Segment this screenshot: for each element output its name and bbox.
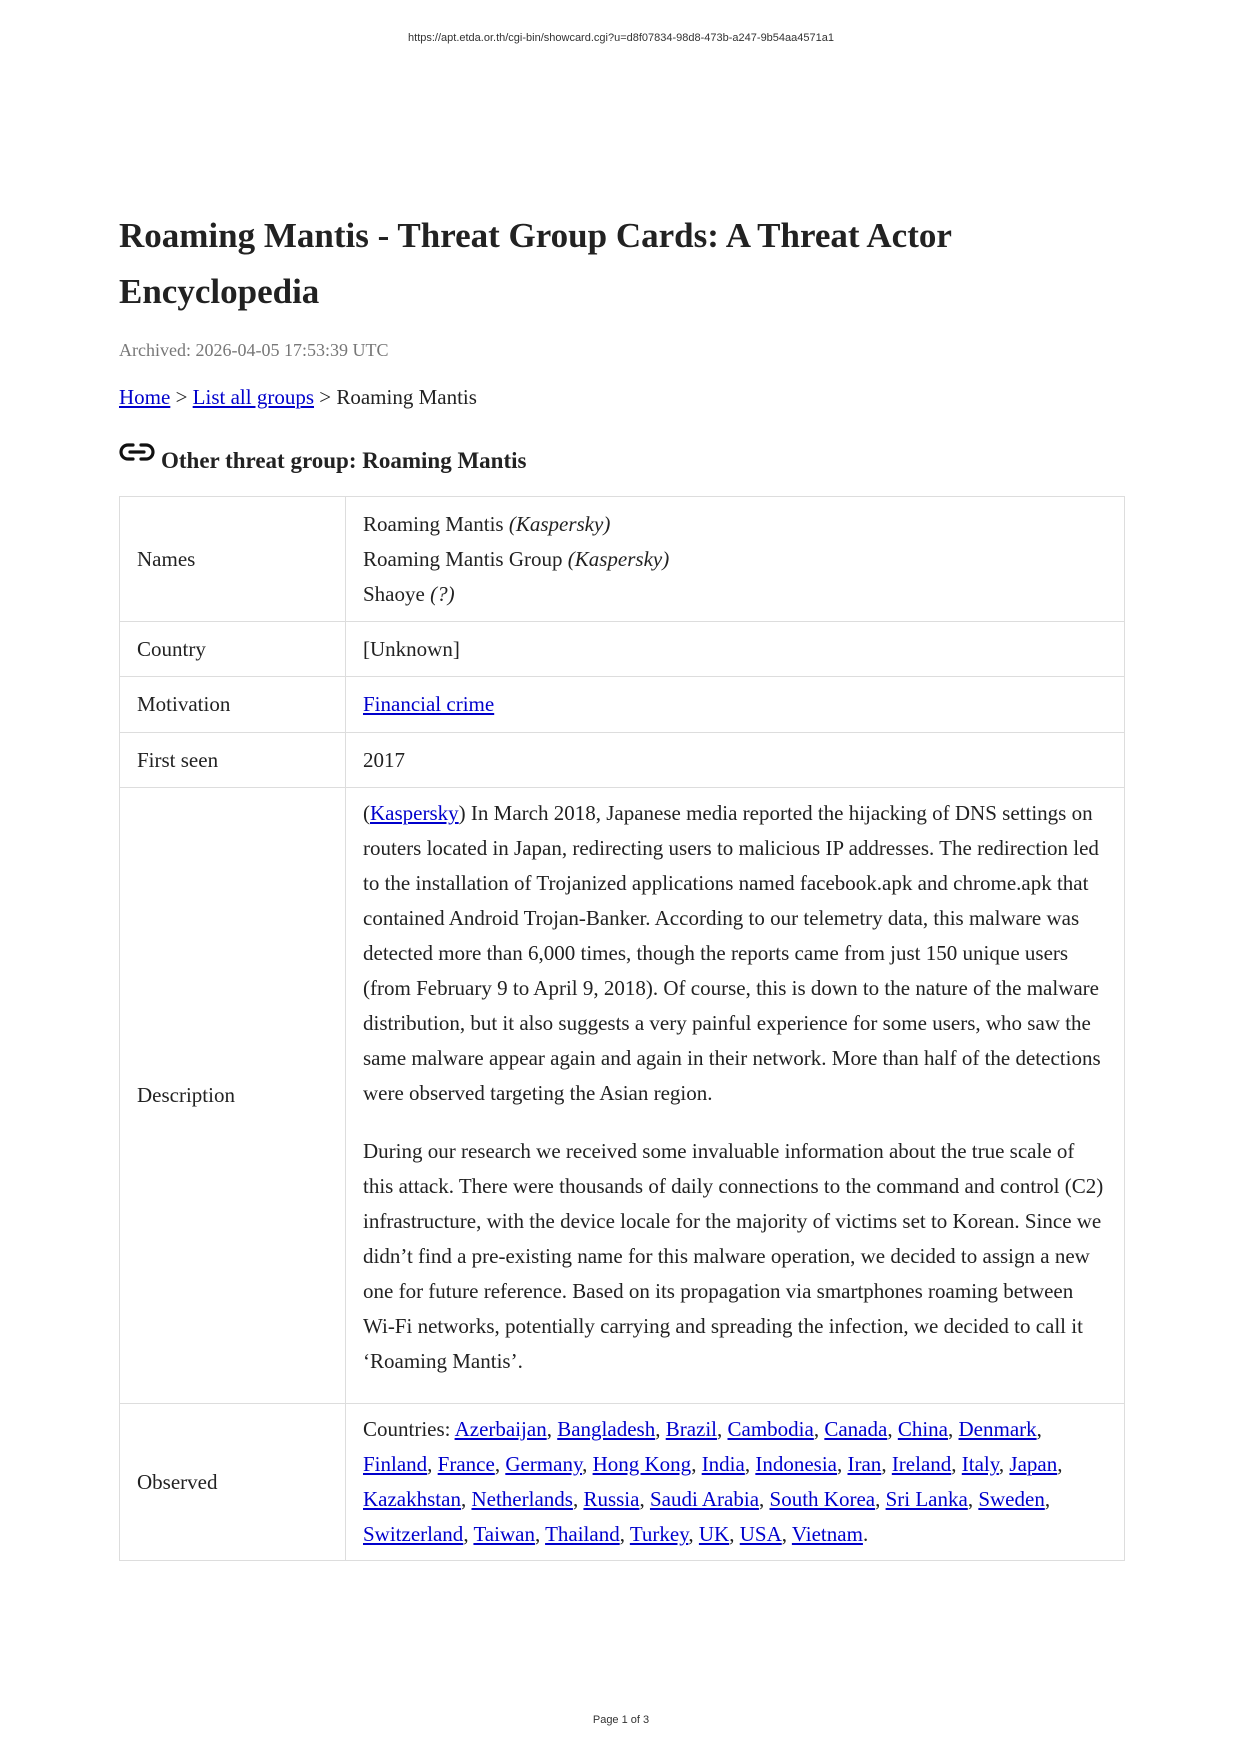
link-icon [119,440,155,464]
name-source: (Kaspersky) [508,511,611,536]
row-label: Observed [120,1404,346,1561]
name-text: Roaming Mantis [363,511,504,536]
country-link[interactable]: France [437,1452,495,1476]
country-link[interactable]: Cambodia [727,1417,814,1441]
table-row-motivation [120,677,1125,733]
name-text: Shaoye [363,581,425,606]
table-row-country [120,622,1125,677]
main-content [119,208,1125,1561]
breadcrumb-home-link[interactable]: Home [119,385,171,409]
country-link[interactable]: Russia [583,1487,640,1511]
country-link[interactable]: Japan [1009,1452,1058,1476]
first-seen-value: 2017 [346,733,1125,788]
country-link[interactable]: Indonesia [755,1452,837,1476]
country-link[interactable]: Hong Kong [592,1452,692,1476]
country-link[interactable]: Kazakhstan [363,1487,461,1511]
table-row-observed [120,1404,1125,1561]
country-link[interactable]: UK [698,1522,730,1546]
page-url: https://apt.etda.or.th/cgi-bin/showcard.cgi?u=d8f07834-98d8-473b-a247-9b54aa4571a1 [408,32,834,44]
observed-cell: Countries: Azerbaijan, Bangladesh, Brazil, Cambodia, Canada, China, Denmark, Finland, France, Germany, Hong Kong, India, Indonesia, Iran, Ireland, Italy, Japan, Kazakhstan, Netherlands, Russia, Saudi Arabia, South Korea, Sri Lanka, Sweden, Switzerland, Taiwan, Thailand, Turkey, UK, USA, Vietnam. [346,1404,1125,1561]
country-value: [Unknown] [346,622,1125,677]
row-label: Names [120,497,346,622]
page-title: Roaming Mantis - Threat Group Cards: A Threat Actor Encyclopedia [119,216,952,311]
country-link[interactable]: Taiwan [473,1522,535,1546]
row-label: Description [120,788,346,1404]
description-paragraph: (Kaspersky) In March 2018, Japanese media reported the hijacking of DNS settings on routers located in Japan, redirecting users to malicious IP addresses. The redirection led to the installation of Trojanized applications named facebook.apk and chrome.apk that contained Android Trojan-Banker. According to our telemetry data, this malware was detected more than 6,000 times, though the reports came from just 150 unique users (from February 9 to April 9, 2018). Of course, this is down to the nature of the malware distribution, but it also suggests a very painful experience for some users, who saw the same malware appear again and again in their network. More than half of the detections were observed targeting the Asian region. [363,801,1101,1105]
country-link[interactable]: Vietnam [791,1522,863,1546]
country-link[interactable]: China [897,1417,948,1441]
country-link[interactable]: Ireland [891,1452,952,1476]
breadcrumb [119,385,1125,410]
description-paragraph: During our research we received some invaluable information about the true scale of this attack. There were thousands of daily connections to the command and control (C2) infrastructure, with the device locale for the majority of victims set to Korean. Since we didn’t find a pre-existing name for this malware operation, we decided to assign a new one for future reference. Based on its propagation via smartphones roaming between Wi-Fi networks, potentially carrying and spreading the infection, we decided to call it ‘Roaming Mantis’. [363,1139,1104,1373]
country-link[interactable]: Italy [961,1452,999,1476]
page-number: Page 1 of 3 [592,1714,650,1726]
breadcrumb-current: Roaming Mantis [336,385,477,409]
country-link[interactable]: Sri Lanka [885,1487,968,1511]
country-link[interactable]: Germany [505,1452,583,1476]
names-cell [346,497,1125,622]
countries-label: Countries: [363,1417,455,1441]
country-link[interactable]: Turkey [629,1522,689,1546]
name-text: Roaming Mantis Group [363,546,563,571]
country-link[interactable]: India [701,1452,745,1476]
motivation-link[interactable]: Financial crime [363,692,495,716]
description-text: ) In March 2018, Japanese media reported the hijacking of DNS settings on routers located in Japan, redirecting users to malicious IP addresses. The redirection led to the installation of Trojanized applications named facebook.apk and chrome.apk that contained Android Trojan-Banker. According to our telemetry data, this malware was detected more than 6,000 times, though the reports came from just 150 unique users (from February 9 to April 9, 2018). Of course, this is down to the nature of the malware distribution, but it also suggests a very painful experience for some users, who saw the same malware appear again and again in their network. More than half of the detections were observed targeting the Asian region. [363,801,1101,1105]
country-link[interactable]: USA [739,1522,782,1546]
table-row-description [120,788,1125,1404]
country-link[interactable]: South Korea [769,1487,876,1511]
country-link[interactable]: Azerbaijan [454,1417,547,1441]
country-link[interactable]: Thailand [545,1522,620,1546]
threat-group-table [119,496,1125,1561]
country-link[interactable]: Finland [363,1452,428,1476]
country-link[interactable]: Switzerland [363,1522,464,1546]
name-entry [363,507,1107,542]
country-link[interactable]: Brazil [665,1417,718,1441]
country-link[interactable]: Sweden [978,1487,1045,1511]
breadcrumb-separator: > [319,385,332,409]
row-label: First seen [120,733,346,788]
table-row-names [120,497,1125,622]
country-link[interactable]: Denmark [958,1417,1037,1441]
name-entry [363,577,1107,612]
section-heading-text: Other threat group: Roaming Mantis [161,448,527,473]
description-cell [346,788,1125,1404]
country-link[interactable]: Bangladesh [557,1417,656,1441]
name-source: (Kaspersky) [567,546,670,571]
row-label: Motivation [120,677,346,733]
row-label: Country [120,622,346,677]
source-link[interactable]: Kaspersky [370,801,459,825]
archived-timestamp: Archived: 2026-04-05 17:53:39 UTC [119,340,389,360]
section-heading [119,448,1125,474]
country-link[interactable]: Saudi Arabia [649,1487,760,1511]
table-row-first-seen [120,733,1125,788]
country-link[interactable]: Netherlands [471,1487,573,1511]
name-entry [363,542,1107,577]
country-link[interactable]: Canada [824,1417,888,1441]
country-link[interactable]: Iran [847,1452,882,1476]
name-source: (?) [430,581,455,606]
breadcrumb-list-link[interactable]: List all groups [192,385,314,409]
motivation-cell [346,677,1125,733]
breadcrumb-separator: > [175,385,188,409]
